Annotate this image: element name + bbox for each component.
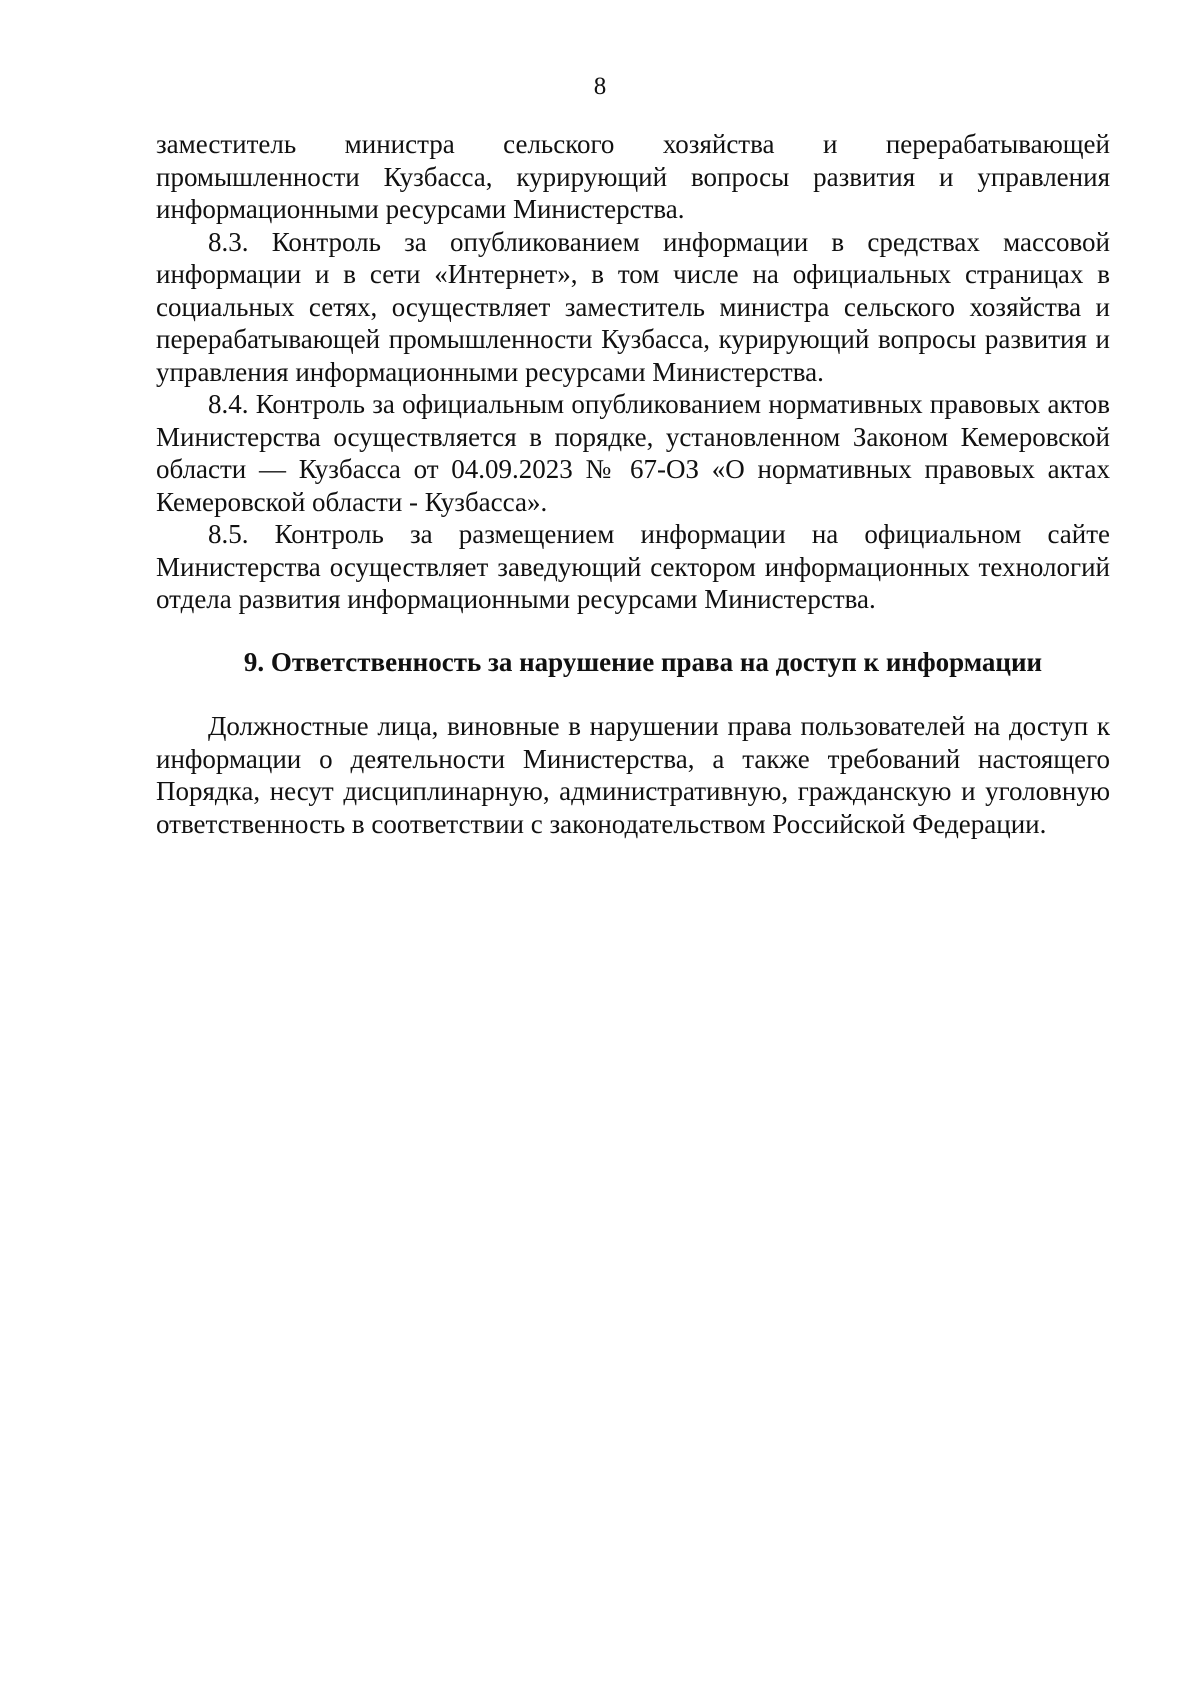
page-number: 8 [593, 73, 607, 100]
paragraph-8-5: 8.5. Контроль за размещением информации на официальном сайте Министерства осуществляет заведующий сектором информационных технологий отдела развития информационными ресурсами Министерства. [156, 519, 1110, 614]
paragraph-8-3: 8.3. Контроль за опубликованием информации в средствах массовой информации и в сети «Интернет», в том числе на официальных страницах в социальных сетях, осуществляет заместитель министра сельского хозяйства и перерабатывающей промышленности Кузбасса, курирующий вопросы развития и управления информационными ресурсами Министерства. [156, 226, 1110, 387]
section-9-heading: 9. Ответственность за нарушение права на доступ к информации [243, 646, 1043, 677]
page-content [156, 128, 1110, 840]
paragraph-continuation: заместитель министра сельского хозяйства и перерабатывающей промышленности Кузбасса, курирующий вопросы развития и управления информационными ресурсами Министерства. [156, 129, 1110, 224]
paragraph-section-9: Должностные лица, виновные в нарушении права пользователей на доступ к информации о деятельности Министерства, а также требований настоящего Порядка, несут дисциплинарную, административную, гражданскую и уголовную ответственность в соответствии с законодательством Российской Федерации. [156, 711, 1110, 839]
paragraph-8-4: 8.4. Контроль за официальным опубликованием нормативных правовых актов Министерства осуществляется в порядке, установленном Законом Кемеровской области — Кузбасса от 04.09.2023 № 67-ОЗ «О нормативных правовых актах Кемеровской области - Кузбасса». [156, 389, 1110, 517]
